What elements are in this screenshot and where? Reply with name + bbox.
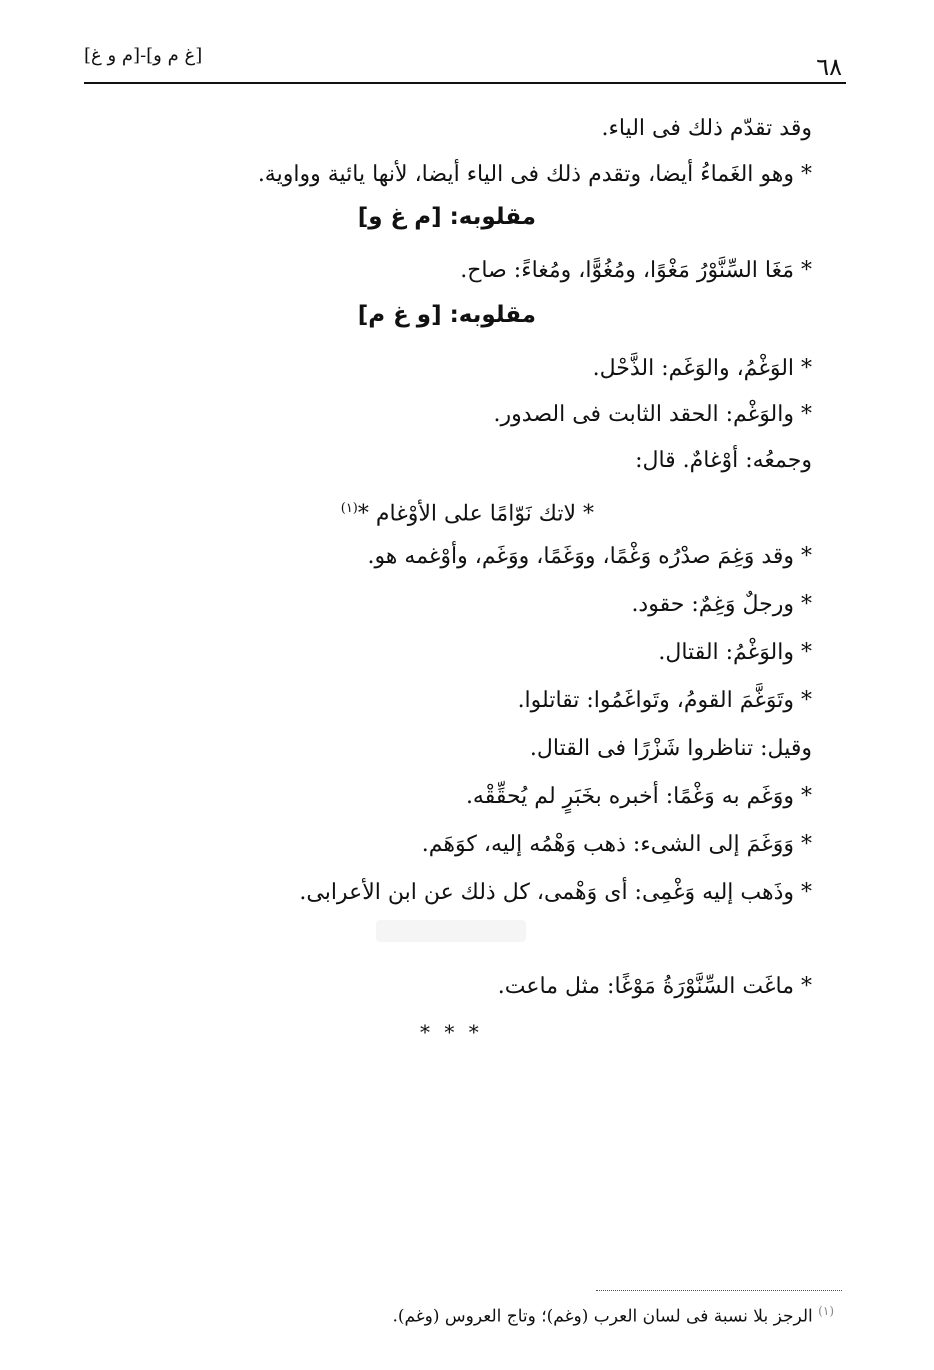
entry-line: * وقد وَغِمَ صدْرُه وَغْمًا، ووَغَمًا، ووَغَم، وأوْغمه هو. — [367, 544, 812, 569]
root-range-label: [غ م و]-[م و غ] — [84, 45, 203, 66]
entry-line: * ماغَت السِّنَّوْرَةُ مَوْغًا: مثل ماعت. — [497, 974, 812, 999]
entry-line: * وَوَغَمَ إلى الشىء: ذهب وَهْمُه إليه، كوَهَم. — [421, 832, 812, 857]
faded-print-smudge — [376, 920, 526, 942]
section-heading: مقلوبه: [م غ و] — [357, 204, 536, 230]
text-line: وجمعُه: أوْغامٌ. قال: — [635, 448, 812, 473]
page-number: ٦٨ — [816, 53, 842, 81]
entry-line: * ووَغَم به وَغْمًا: أخبره بخَبَرٍ لم يُحقِّقْه. — [465, 784, 812, 809]
verse-text: * لاتك نَوّامًا على الأوْغام * — [357, 501, 594, 527]
entry-line: * والوَغْم: الحقد الثابت فى الصدور. — [493, 402, 812, 427]
text-line: وقد تقدّم ذلك فى الياء. — [601, 116, 812, 141]
footnote-number: (١) — [818, 1304, 834, 1318]
entry-line: * ورجلٌ وَغِمٌ: حقود. — [631, 592, 812, 617]
section-separator: * * * — [420, 1020, 483, 1044]
footnote-divider — [596, 1290, 842, 1291]
text-line: وقيل: تناظروا شَزْرًا فى القتال. — [529, 736, 812, 761]
entry-line: * والوَغْمُ: القتال. — [658, 640, 812, 665]
footnote-text: الرجز بلا نسبة فى لسان العرب (وغم)؛ وتاج العروس (وغم). — [392, 1306, 813, 1327]
entry-line: * الوَغْمُ، والوَغَم: الذَّحْل. — [592, 356, 812, 381]
section-heading: مقلوبه: [و غ م] — [357, 302, 536, 328]
footnote — [392, 1298, 834, 1330]
entry-line: * مَغَا السِّنَّوْرُ مَغْوًا، ومُغُوًّا، ومُغاءً: صاح. — [460, 258, 812, 283]
running-header — [84, 40, 846, 84]
verse-line — [341, 492, 594, 531]
entry-line: * وهو الغَماءُ أيضا، وتقدم ذلك فى الياء أيضا، لأنها يائية وواوية. — [257, 162, 812, 187]
footnote-marker: (١) — [340, 501, 358, 516]
entry-line: * وذَهب إليه وَغْمِى: أى وَهْمى، كل ذلك عن ابن الأعرابى. — [299, 880, 812, 905]
entry-line: * وتَوَغَّمَ القومُ، وتَواغَمُوا: تقاتلوا. — [517, 688, 812, 713]
